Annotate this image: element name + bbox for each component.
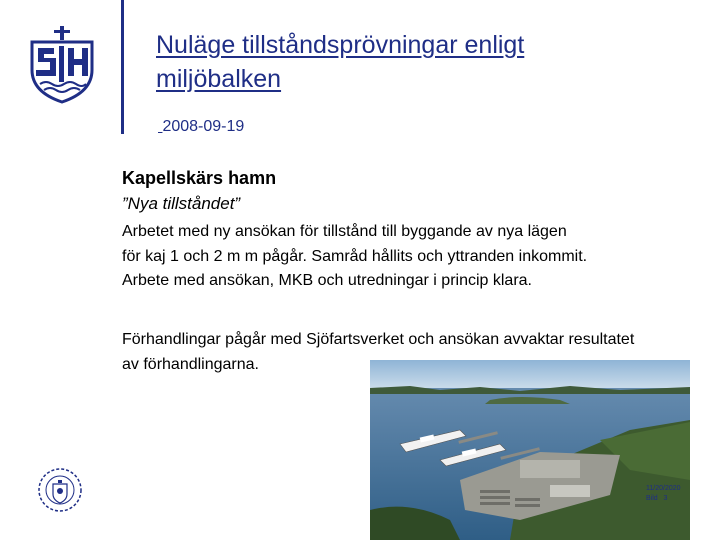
city-seal-logo	[36, 466, 84, 514]
title-line-2: miljöbalken	[156, 65, 282, 93]
slide-date	[158, 118, 244, 136]
harbour-aerial-photo	[370, 360, 690, 540]
section-heading: Kapellskärs hamn	[122, 168, 277, 188]
paragraph-status: Arbetet med ny ansökan för tillstånd till byggande av nya lägen för kaj 1 och 2 m m pågår. Samråd hållits och yttranden inkommit. Arbete med ansökan, MKB och utredningar i princip klara.	[122, 223, 588, 289]
title-line-1: Nuläge tillståndsprövningar enligt	[156, 31, 525, 59]
slide-date-text: 2008-09-19	[162, 118, 245, 135]
section-subheading: ”Nya tillståndet”	[122, 194, 241, 213]
page-title	[156, 28, 676, 96]
paragraph-negotiations: Förhandlingar pågår med Sjöfartsverket och ansökan avvaktar resultatet av förhandlingarna.	[122, 331, 635, 373]
footer-page-number: Bild 3	[646, 495, 668, 502]
vertical-divider	[121, 0, 124, 134]
sh-logo	[26, 24, 98, 104]
footer-date: 11/20/2020	[646, 485, 681, 492]
